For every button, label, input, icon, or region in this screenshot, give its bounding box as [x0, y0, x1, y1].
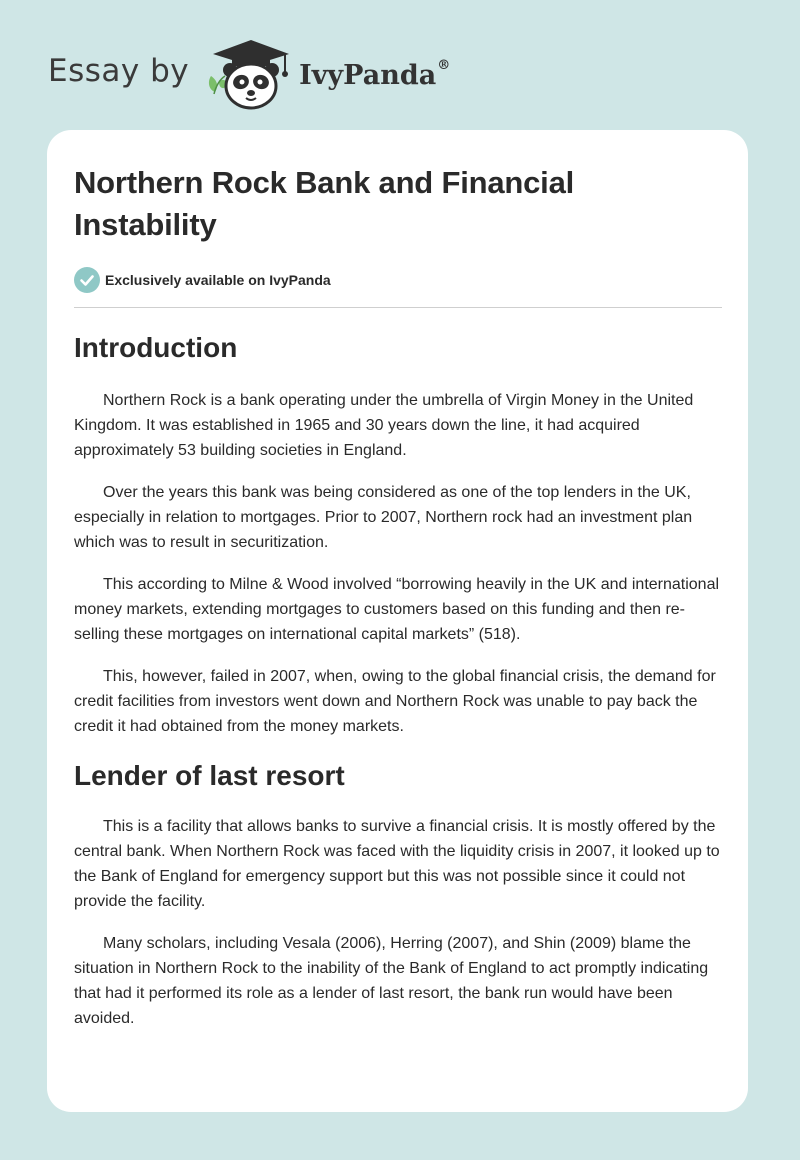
exclusive-badge — [74, 267, 724, 293]
site-header — [48, 36, 450, 112]
section-heading-introduction: Introduction — [74, 332, 238, 363]
paragraph: Over the years this bank was being considered as one of the top lenders in the UK, especially in relation to mortgages. Prior to 2007, Northern rock had an investment plan which was to result in securitization. — [74, 484, 693, 551]
page-title: Northern Rock Bank and Financial Instability — [74, 165, 575, 242]
exclusive-label: Exclusively available on IvyPanda — [105, 272, 331, 288]
registered-mark: ® — [437, 57, 451, 73]
essay-content — [74, 162, 724, 1031]
paragraph: Northern Rock is a bank operating under the umbrella of Virgin Money in the United Kingdom. It was established in 1965 and 30 years down the line, it had acquired approximately 53 building societies in England. — [74, 392, 694, 459]
title-divider — [74, 307, 722, 308]
essay-by-label: Essay by — [48, 53, 190, 89]
brand-name[interactable] — [299, 57, 451, 91]
essay-card — [47, 130, 748, 1112]
panda-graduate-icon[interactable] — [205, 36, 297, 112]
paragraph: This, however, failed in 2007, when, owing to the global financial crisis, the demand for credit facilities from investors went down and Northern Rock was unable to pay back the credit it had obtained from the money markets. — [74, 668, 716, 735]
brand-name-text: IvyPanda — [299, 59, 437, 91]
check-circle-icon — [74, 267, 100, 293]
section-heading-lender-of-last-resort: Lender of last resort — [74, 760, 345, 791]
paragraph: Many scholars, including Vesala (2006), Herring (2007), and Shin (2009) blame the situation in Northern Rock to the inability of the Bank of England to act promptly indicating that had it performed its role as a lender of last resort, the bank run would have been avoided. — [74, 935, 709, 1027]
paragraph: This is a facility that allows banks to survive a financial crisis. It is mostly offered by the central bank. When Northern Rock was faced with the liquidity crisis in 2007, it looked up to the Bank of England for emergency support but this was not possible since it could not provide the facility. — [74, 818, 720, 910]
paragraph: This according to Milne & Wood involved “borrowing heavily in the UK and international money markets, extending mortgages to customers based on this funding and then re-selling these mortgages on international capital markets” (518). — [74, 576, 720, 643]
